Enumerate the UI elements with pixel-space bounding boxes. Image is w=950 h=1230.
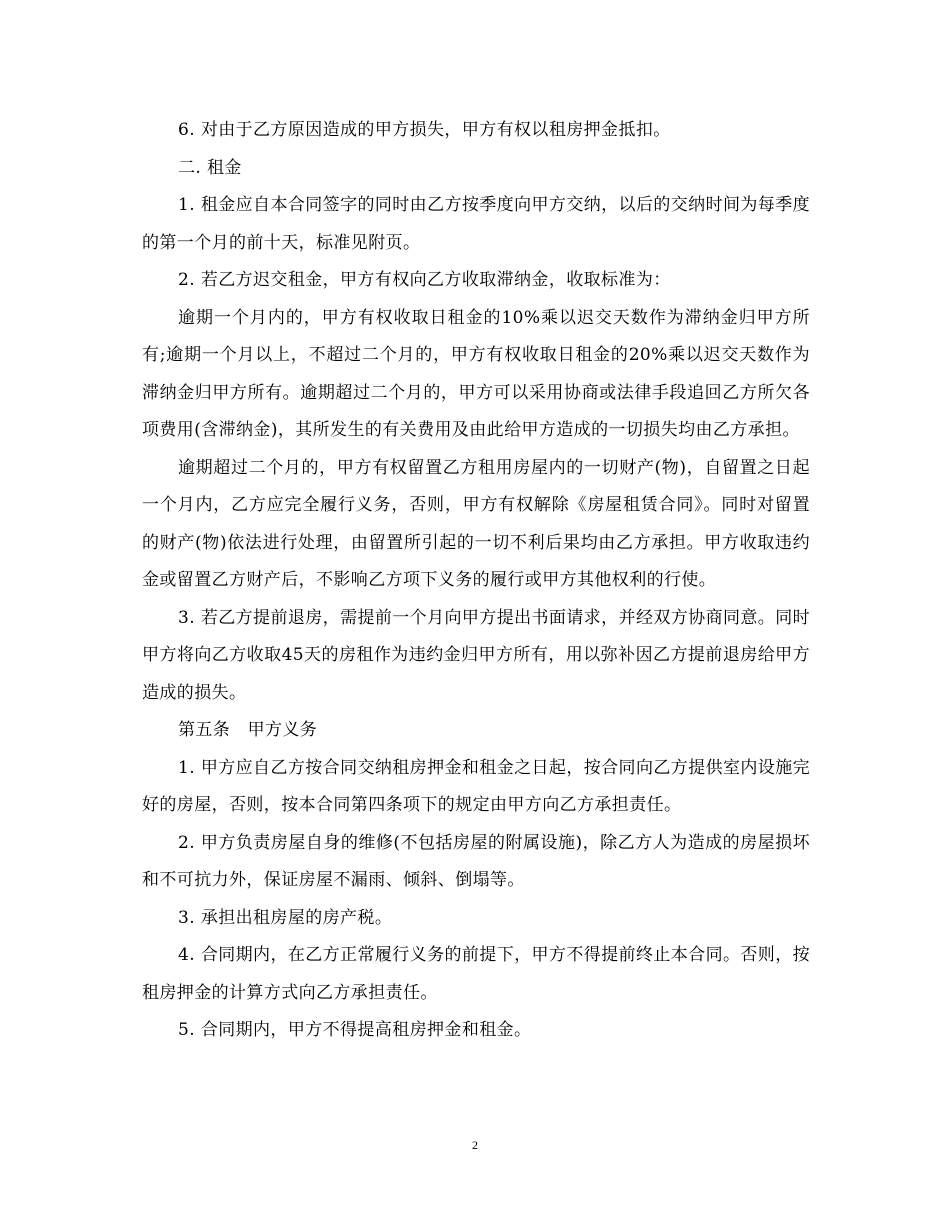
paragraph-overdue-terms: 逾期一个月内的，甲方有权收取日租金的10%乘以迟交天数作为滞纳金归甲方所有;逾期一个月以上，不超过二个月的，甲方有权收取日租金的20%乘以迟交天数作为滞纳金归甲方所有。逾期超过二个月的，甲方可以采用协商或法律手段追回乙方所欠各项费用(含滞纳金)，其所发生的有关费用及由此给甲方造成的一切损失均由乙方承担。 — [142, 307, 810, 440]
paragraph-no-early-termination: 4. 合同期内，在乙方正常履行义务的前提下，甲方不得提前终止本合同。否则，按租房押金的计算方式向乙方承担责任。 — [142, 945, 810, 1003]
paragraph-rent-payment: 1. 租金应自本合同签字的同时由乙方按季度向甲方交纳，以后的交纳时间为每季度的第一个月的前十天，标准见附页。 — [142, 195, 810, 253]
paragraph-no-rent-increase: 5. 合同期内，甲方不得提高租房押金和租金。 — [178, 1020, 532, 1040]
paragraph-maintenance: 2. 甲方负责房屋自身的维修(不包括房屋的附属设施)，除乙方人为造成的房屋损坏和不可抗力外，保证房屋不漏雨、倾斜、倒塌等。 — [142, 832, 810, 890]
section-heading-rent: 二. 租金 — [178, 157, 242, 178]
paragraph-property-tax: 3. 承担出租房屋的房产税。 — [178, 907, 393, 928]
page-number: 2 — [472, 1138, 478, 1152]
paragraph-early-termination: 3. 若乙方提前退房，需提前一个月向甲方提出书面请求，并经双方协商同意。同时甲方将向乙方收取45天的房租作为违约金归甲方所有，用以弥补因乙方提前退房给甲方造成的损失。 — [142, 607, 810, 703]
paragraph-provide-house: 1. 甲方应自乙方按合同交纳租房押金和租金之日起，按合同向乙方提供室内设施完好的房屋，否则，按本合同第四条项下的规定由甲方向乙方承担责任。 — [142, 757, 810, 815]
article-heading-landlord-obligations: 第五条 甲方义务 — [178, 720, 318, 740]
paragraph-late-fee: 2. 若乙方迟交租金，甲方有权向乙方收取滞纳金，收取标准为： — [178, 270, 671, 290]
document-body — [142, 112, 810, 1050]
paragraph-clause-6-loss-deduction: 6. 对由于乙方原因造成的甲方损失，甲方有权以租房押金抵扣。 — [178, 120, 671, 140]
paragraph-property-lien: 逾期超过二个月的，甲方有权留置乙方租用房屋内的一切财产(物)，自留置之日起一个月内，乙方应完全履行义务，否则，甲方有权解除《房屋租赁合同》。同时对留置的财产(物)依法进行处理，由留置所引起的一切不利后果均由乙方承担。甲方收取违约金或留置乙方财产后，不影响乙方项下义务的履行或甲方其他权利的行使。 — [142, 457, 810, 590]
